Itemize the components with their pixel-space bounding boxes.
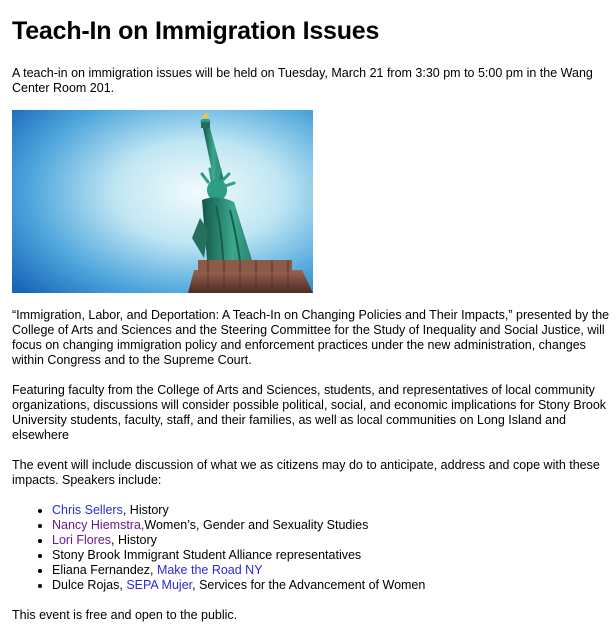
speakers-list — [12, 503, 610, 593]
event-paragraph: The event will include discussion of what we as citizens may do to anticipate, address and cope with these impacts. Speakers include: — [12, 458, 600, 487]
speaker-item-nancy-hiemstra — [52, 518, 610, 533]
closing-paragraph: This event is free and open to the public. — [12, 608, 238, 622]
lori-flores-link[interactable]: Lori Flores — [52, 533, 112, 547]
featuring-paragraph: Featuring faculty from the College of Arts and Sciences, students, and representatives of local community organizations, discussions will consider possible political, social, and economic implications for Stony Brook University students, faculty, staff, and their families, as well as local communities on Long Island and elsewhere — [12, 383, 607, 442]
speaker-detail: Women’s, Gender and Sexuality Studies — [144, 518, 369, 532]
chris-sellers-link[interactable]: Chris Sellers — [52, 503, 123, 517]
speaker-item-lori-flores — [52, 533, 610, 548]
description-paragraph: “Immigration, Labor, and Deportation: A Teach-In on Changing Policies and Their Impacts,” presented by the College of Arts and Sciences and the Steering Committee for the Study of Inequality and Social Justice, will focus on changing immigration policy and enforcement practices under the new administration, changes within Congress and to the Supreme Court. — [12, 308, 610, 367]
page-title: Teach-In on Immigration Issues — [12, 17, 380, 45]
speaker-item-student-alliance — [52, 548, 610, 563]
speaker-name: Eliana Fernandez, — [52, 563, 157, 577]
speaker-detail: Stony Brook Immigrant Student Alliance representatives — [52, 548, 362, 562]
nancy-hiemstra-link[interactable]: Nancy Hiemstra, — [52, 518, 145, 532]
make-the-road-ny-link[interactable]: Make the Road NY — [156, 563, 263, 577]
speaker-item-eliana-fernandez — [52, 563, 610, 578]
speaker-detail: , History — [111, 533, 157, 547]
speaker-item-dulce-rojas — [52, 578, 610, 593]
sepa-mujer-link[interactable]: SEPA Mujer — [126, 578, 193, 592]
statue-of-liberty-image — [12, 110, 313, 293]
speaker-detail: , Services for the Advancement of Women — [192, 578, 426, 592]
speaker-item-chris-sellers — [52, 503, 610, 518]
intro-paragraph: A teach-in on immigration issues will be held on Tuesday, March 21 from 3:30 pm to 5:00 pm in the Wang Center Room 201. — [12, 66, 593, 95]
speaker-name: Dulce Rojas, — [52, 578, 127, 592]
article — [12, 0, 610, 623]
speaker-detail: , History — [122, 503, 169, 517]
